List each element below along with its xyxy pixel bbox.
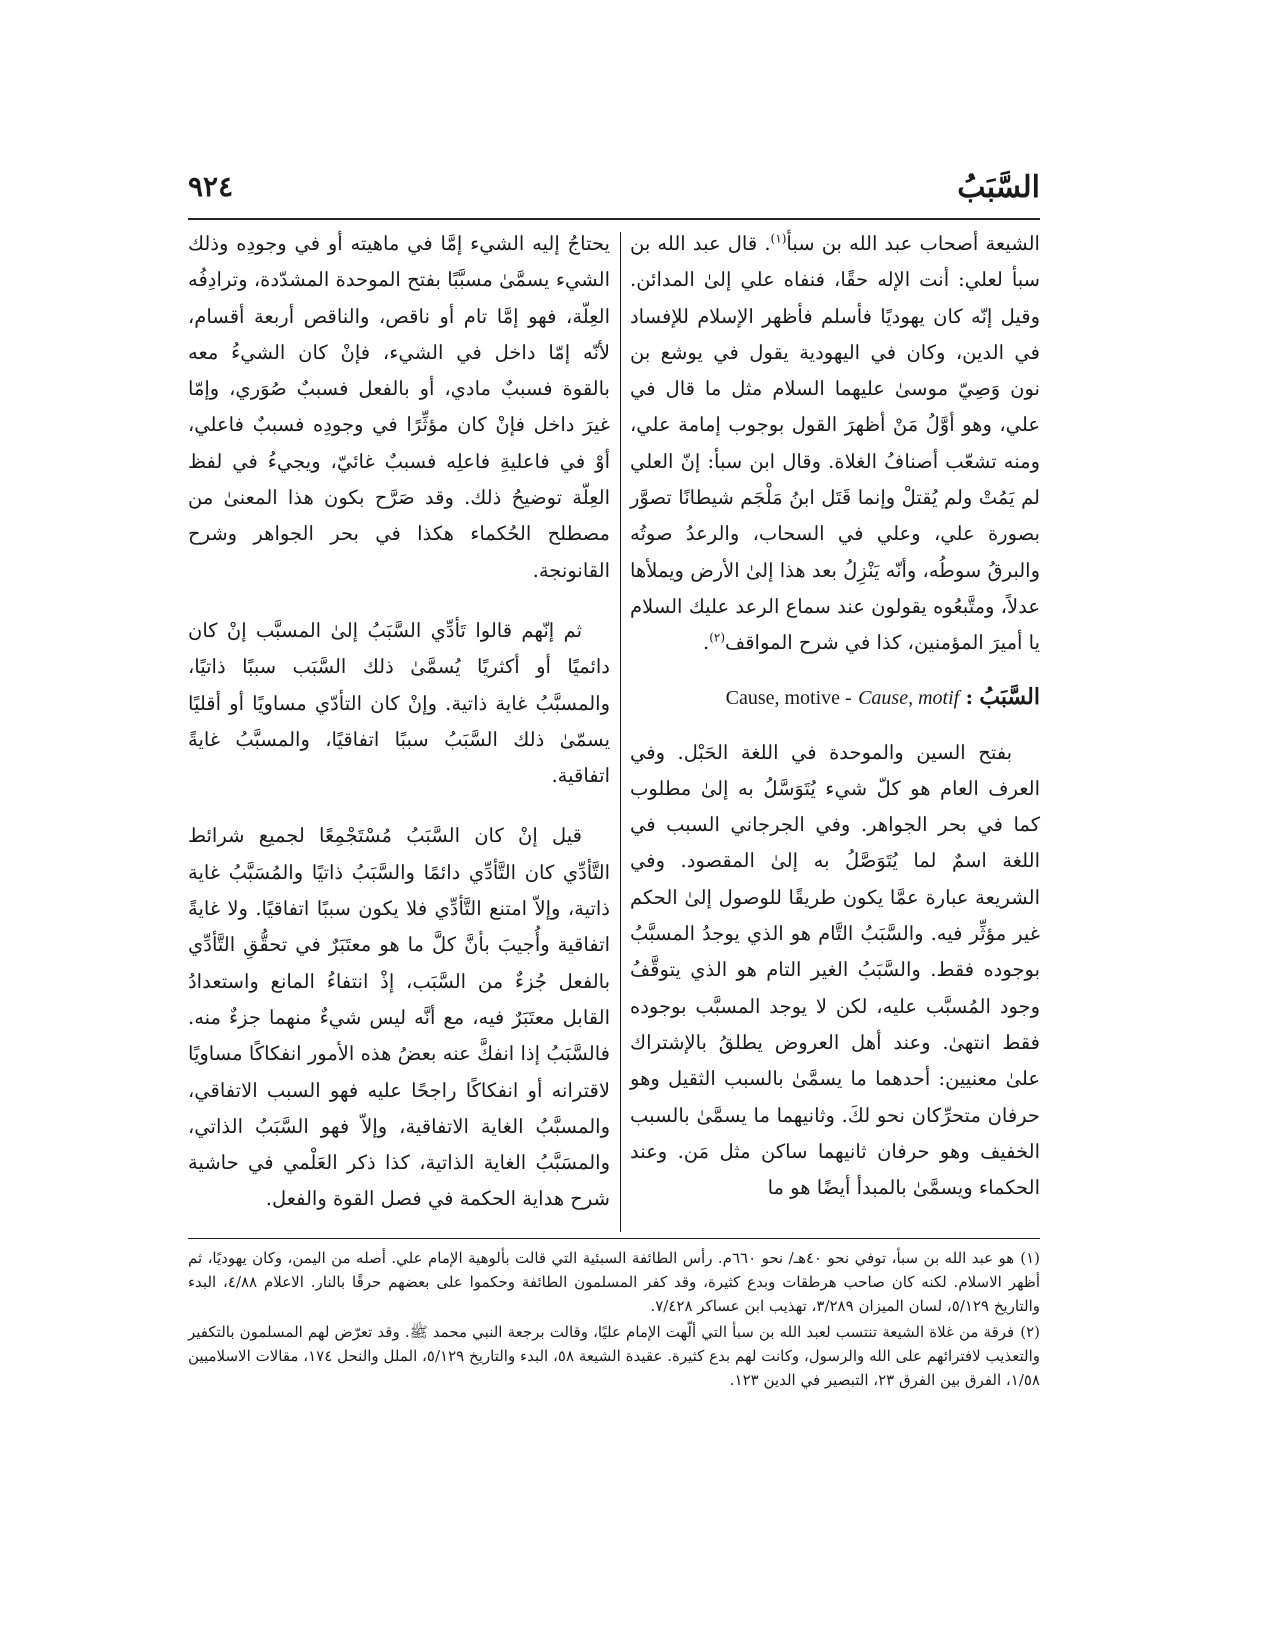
running-title: السَّبَبُ [957, 170, 1040, 205]
page-number: ٩٢٤ [188, 170, 234, 203]
footnotes [188, 1246, 1040, 1394]
paragraph: يحتاجُ إليه الشيء إمَّا في ماهيته أو في وجودِه وذلك الشيء يسمَّىٰ مسبَّبًا بفتح الموحدة المشدّدة، وترادِفُه العِلّة، فهو إمَّا تام أو ناقص، والناقص أربعة أقسام، لأنّه إمّا داخل في الشيء، فإنْ كان الشيءُ معه بالقوة فسببٌ مادي، أو بالفعل فسببٌ صُوَري، وإمّا غيرَ داخل فإنْ كان مؤثِّرًا في وجودِه فسببٌ فاعلي، أوْ في فاعليةِ فاعلِه فسببٌ غائيّ، ويجيءُ في لفظ العِلّة توضيحُ ذلك. وقد صَرَّح بكون هذا المعنىٰ من مصطلح الحُكماء هكذا في بحر الجواهر وشرح القانونجة. [188, 232, 610, 582]
entry-term: السَّبَبُ [979, 683, 1040, 710]
footnote-rule [188, 1238, 1040, 1239]
entry-gloss-french: Cause, motif [858, 686, 960, 709]
entry-heading: السَّبَبُ : Cause, motive - Cause, motif [725, 683, 1040, 710]
paragraph: بفتح السين والموحدة في اللغة الحَبْل. وفي العرف العام هو كلّ شيء يُتَوَسَّلُ به إلىٰ مطلوب كما في بحر الجواهر. وفي الجرجاني السبب في اللغة اسمٌ لما يُتَوَصَّلُ به إلىٰ المقصود. وفي الشريعة عبارة عمَّا يكون طريقًا للوصول إلىٰ الحكم غير مؤثِّر فيه. والسَّبَبُ التَّام هو الذي يوجدُ المسبَّبُ بوجوده فقط. والسَّبَبُ الغير التام هو الذي يتوقَّفُ وجود المُسبَّب عليه، لكن لا يوجد المسبَّب بوجوده فقط انتهىٰ. وعند أهل العروض يطلقُ بالإشتراك علىٰ معنيين: أحدهما ما يسمَّىٰ بالسبب الثقيل وهو حرفان متحرِّكان نحو لكَ. وثانيهما ما يسمَّىٰ بالسبب الخفيف وهو حرفان ثانيهما ساكن مثل مَن. وعند الحكماء ويسمَّىٰ بالمبدأ أيضًا هو ما [630, 740, 1040, 1200]
paragraph: الشيعة أصحاب عبد الله بن سبأ$^{(١)}$. قال عبد الله بن سبأ لعلي: أنت الإله حقًا، فنفاه علي إلىٰ المدائن. وقيل إنّه كان يهوديًا فأسلم فأظهر الإسلام للإفساد في الدين، وكان في اليهودية يقول في يوشع بن نون وَصِيّ موسىٰ عليهما السلام مثل ما قال في علي، وهو أوَّلُ مَنْ أظهرَ القول بوجوب إمامة علي، ومنه تشعّب أصنافُ الغلاة. وقال ابن سبأ: إنّ العلي لم يَمُتْ ولم يُقتلْ وإنما قَتَل ابنُ مَلْجَم شيطانًا تصوَّر بصورة علي، وعلي في السحاب، والرعدُ صوتُه والبرقُ سوطُه، وأنّه يَنْزِلُ بعد هذا إلىٰ الأرض ويملأها عدلاً، ومتَّبعُوه يقولون عند سماع الرعد عليك السلام يا أميرَ المؤمنين، كذا في شرح المواقف$^{(٢)}$. [630, 231, 1040, 655]
footnote-ref-1[interactable]: (١) [770, 231, 787, 246]
footnote-number: (٢) [1020, 1323, 1040, 1341]
footnote-1: (١)هو عبد الله بن سبأ، توفي نحو ٤٠هـ/ نحو ٦٦٠م. رأس الطائفة السبئية التي قالت بألوهية الإمام علي. أصله من اليمن، وكان يهوديًا، ثم أظهر الاسلام. لكنه كان صاحب هرطقات وبدع كثيرة، وقد كفر المسلمون الطائفة وحكموا على بعضهم حرقًا بالنار. الاعلام ٤/٨٨، البدء والتاريخ ٥/١٢٩، لسان الميزان ٣/٢٨٩، تهذيب ابن عساكر ٧/٤٢٨. [188, 1249, 1040, 1315]
left-column [188, 226, 610, 1218]
footnote-number: (١) [1020, 1249, 1040, 1267]
column-divider [620, 232, 621, 1232]
footnote-2: (٢)فرقة من غلاة الشيعة تنتسب لعبد الله بن سبأ التي ألّهت الإمام عليًا، وقالت برجعة النبي محمد ﷺ. وقد تعرّض لهم المسلمون بالتكفير والتعذيب لافترائهم على الله والرسول، وكانت لهم بدع كثيرة. عقيدة الشيعة ٥٨، البدء والتاريخ ٥/١٢٩، الملل والنحل ١٧٤، مقالات الاسلاميين ١/٥٨، الفرق بين الفرق ٢٣، التبصير في الدين ١٢٣. [188, 1323, 1041, 1389]
header-rule [188, 218, 1040, 220]
paragraph: ثم إنّهم قالوا تَأدِّي السَّبَبُ إلىٰ المسبَّب إنْ كان دائميًا أو أكثريًا يُسمَّىٰ ذلك السَّبَب سببًا ذاتيًا، والمسبَّبُ غاية ذاتية. وإنْ كان التأدّي مساويًا أو أقليًا يسمّىٰ ذلك السَّبَبُ سببًا اتفاقيًا، والمسبَّبُ غايةً اتفاقية. [188, 618, 610, 788]
footnote-ref-2[interactable]: (٢) [709, 630, 726, 645]
entry-gloss-english: Cause, motive - [725, 686, 852, 709]
paragraph: قيل إنْ كان السَّبَبُ مُسْتَجْمِعًا لجميع شرائط التَّأدِّي كان التَّأدِّي دائمًا والسَّبَبُ ذاتيًا والمُسَبَّبُ غاية ذاتية، وإلاّ امتنع التَّأدِّي فلا يكون سببًا اتفاقيًا. ولا غايةً اتفاقية وأُجيبَ بأنَّ كلَّ ما هو معتَبَرٌ في تحقُّقِ التَّأدِّي بالفعل جُزءٌ من السَّبَب، إذْ انتفاءُ المانع واستعدادُ القابل معتَبَرٌ فيه، مع أنَّه ليس شيءٌ منهما جزءٌ منه. فالسَّبَبُ إذا انفكَّ عنه بعضُ هذه الأمور انفكاكًا مساويًا لاقترانه أو انفكاكًا راجحًا عليه فهو السبب الاتفاقي، والمسبَّبُ الغاية الاتفاقية، وإلاّ فهو السَّبَبُ الذاتي، والمسَبَّبُ الغاية الذاتية، كذا ذكر العَلْمي في حاشية شرح هداية الحكمة في فصل القوة والفعل. [188, 824, 610, 1211]
right-column [630, 226, 1040, 1206]
